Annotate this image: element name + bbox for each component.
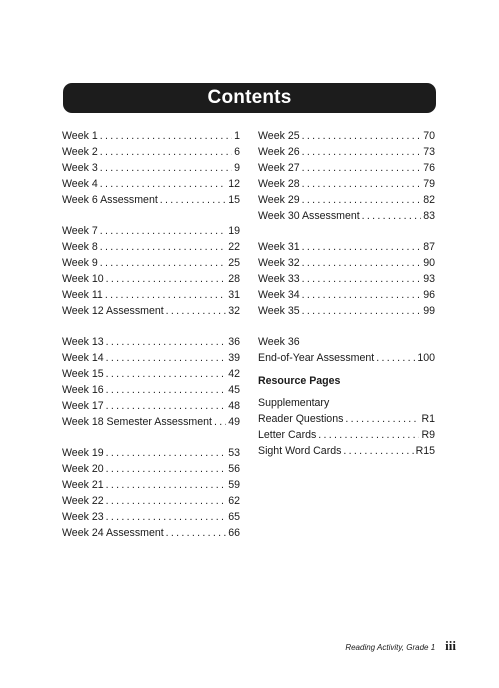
- toc-entry-page: 53: [228, 447, 240, 459]
- dot-leader: [100, 128, 232, 144]
- toc-entry-letter-cards[interactable]: [258, 427, 435, 443]
- page-footer: [300, 638, 456, 652]
- toc-entry-label: Sight Word Cards: [258, 445, 342, 457]
- toc-entry-page: 90: [423, 257, 435, 269]
- toc-entry-page: 49: [228, 416, 240, 428]
- dot-leader: [106, 461, 227, 477]
- toc-entry-week-8[interactable]: [62, 239, 240, 255]
- group-gap: [62, 430, 240, 445]
- toc-entry-label: Week 11: [62, 289, 103, 301]
- toc-entry-label: Week 17: [62, 400, 104, 412]
- toc-entry-page: 15: [228, 194, 240, 206]
- toc-entry-page: 6: [234, 146, 240, 158]
- toc-entry-page: 76: [423, 162, 435, 174]
- toc-entry-week-7[interactable]: [62, 223, 240, 239]
- toc-entry-week-19[interactable]: [62, 445, 240, 461]
- toc-entry-page: 62: [228, 495, 240, 507]
- toc-entry-page: 65: [228, 511, 240, 523]
- toc-entry-reader-questions[interactable]: [258, 411, 435, 427]
- dot-leader: [105, 287, 226, 303]
- toc-entry-label: Week 12 Assessment: [62, 305, 164, 317]
- dot-leader: [343, 443, 413, 459]
- toc-entry-week-15[interactable]: [62, 366, 240, 382]
- dot-leader: [100, 176, 226, 192]
- toc-entry-week-34[interactable]: [258, 287, 435, 303]
- toc-entry-label: Week 30 Assessment: [258, 210, 360, 222]
- group-gap: [62, 208, 240, 223]
- toc-entry-week-4[interactable]: [62, 176, 240, 192]
- toc-entry-week-14[interactable]: [62, 350, 240, 366]
- dot-leader: [166, 525, 227, 541]
- footer-book-title: Reading Activity, Grade 1: [345, 643, 436, 652]
- dot-leader: [302, 255, 422, 271]
- left-column: [62, 128, 240, 541]
- dot-leader: [166, 303, 227, 319]
- dot-leader: [376, 350, 415, 366]
- toc-entry-label: Week 21: [62, 479, 104, 491]
- toc-entry-label: Week 15: [62, 368, 104, 380]
- toc-entry-page: 9: [234, 162, 240, 174]
- group-gap: [258, 319, 435, 334]
- dot-leader: [318, 427, 419, 443]
- toc-entry-page: 25: [228, 257, 240, 269]
- toc-entry-label: Letter Cards: [258, 429, 317, 441]
- toc-entry-week-18-semester-assessment[interactable]: [62, 414, 240, 430]
- dot-leader: [302, 160, 422, 176]
- toc-entry-page: 79: [423, 178, 435, 190]
- dot-leader: [106, 271, 227, 287]
- toc-entry-page: 42: [228, 368, 240, 380]
- toc-entry-page: 22: [228, 241, 240, 253]
- dot-leader: [302, 128, 422, 144]
- toc-entry-page: 32: [228, 305, 240, 317]
- resource-items: [258, 411, 435, 459]
- toc-entry-label: Week 22: [62, 495, 104, 507]
- toc-entry-week-9[interactable]: [62, 255, 240, 271]
- group-gap: [258, 224, 435, 239]
- toc-entry-label: Week 27: [258, 162, 300, 174]
- dot-leader: [302, 144, 422, 160]
- toc-entry-page: 28: [228, 273, 240, 285]
- right-week-groups: [258, 128, 435, 319]
- toc-entry-week-29[interactable]: [258, 192, 435, 208]
- toc-entry-label: Week 26: [258, 146, 300, 158]
- dot-leader: [106, 334, 227, 350]
- toc-entry-page: 19: [228, 225, 240, 237]
- toc-entry-page: 59: [228, 479, 240, 491]
- dot-leader: [302, 303, 422, 319]
- toc-entry-week-31[interactable]: [258, 239, 435, 255]
- toc-entry-label: Week 34: [258, 289, 300, 301]
- toc-entry-label: Week 33: [258, 273, 300, 285]
- dot-leader: [106, 366, 227, 382]
- toc-entry-page: R1: [421, 413, 435, 425]
- toc-entry-week-22[interactable]: [62, 493, 240, 509]
- right-column: [258, 128, 435, 459]
- toc-entry-label: Week 2: [62, 146, 98, 158]
- dot-leader: [302, 287, 422, 303]
- toc-entry-page: 96: [423, 289, 435, 301]
- toc-entry-week-2[interactable]: [62, 144, 240, 160]
- toc-entry-page: 73: [423, 146, 435, 158]
- toc-entry-page: 82: [423, 194, 435, 206]
- toc-entry-page: 87: [423, 241, 435, 253]
- toc-entry-week36-line1[interactable]: Week 36: [258, 336, 300, 348]
- toc-entry-week-35[interactable]: [258, 303, 435, 319]
- toc-entry-week-11[interactable]: [62, 287, 240, 303]
- dot-leader: [302, 239, 422, 255]
- dot-leader: [106, 382, 227, 398]
- toc-entry-label: Week 4: [62, 178, 98, 190]
- toc-entry-label: Week 9: [62, 257, 98, 269]
- dot-leader: [100, 144, 232, 160]
- toc-entry-label: Week 28: [258, 178, 300, 190]
- dot-leader: [100, 255, 226, 271]
- dot-leader: [302, 192, 422, 208]
- toc-entry-week-23[interactable]: [62, 509, 240, 525]
- toc-entry-label: Week 35: [258, 305, 300, 317]
- toc-entry-week-30-assessment[interactable]: [258, 208, 435, 224]
- toc-entry-week-24-assessment[interactable]: [62, 525, 240, 541]
- toc-entry-week-13[interactable]: [62, 334, 240, 350]
- dot-leader: [106, 445, 227, 461]
- toc-entry-week-33[interactable]: [258, 271, 435, 287]
- page-title: Contents: [207, 87, 292, 108]
- resource-pages-heading: Resource Pages: [258, 375, 341, 387]
- toc-entry-label: Week 25: [258, 130, 300, 142]
- toc-entry-label: Week 3: [62, 162, 98, 174]
- toc-entry-sight-word-cards[interactable]: [258, 443, 435, 459]
- contents-banner: [63, 83, 436, 113]
- toc-entry-week-6-assessment[interactable]: [62, 192, 240, 208]
- dot-leader: [302, 271, 422, 287]
- toc-entry-label: Week 10: [62, 273, 104, 285]
- toc-entry-label: Week 29: [258, 194, 300, 206]
- toc-entry-label: Week 20: [62, 463, 104, 475]
- toc-entry-label: Week 31: [258, 241, 300, 253]
- toc-entry-label: Reader Questions: [258, 413, 344, 425]
- toc-entry-week-28[interactable]: [258, 176, 435, 192]
- toc-entry-page: 70: [423, 130, 435, 142]
- toc-entry-end-of-year-assessment[interactable]: [258, 350, 435, 366]
- toc-entry-week-3[interactable]: [62, 160, 240, 176]
- dot-leader: [302, 176, 422, 192]
- toc-entry-week-16[interactable]: [62, 382, 240, 398]
- toc-entry-label: Week 19: [62, 447, 104, 459]
- toc-entry-label: Week 23: [62, 511, 104, 523]
- toc-entry-supplementary-line1[interactable]: Supplementary: [258, 397, 330, 409]
- toc-entry-week-20[interactable]: [62, 461, 240, 477]
- toc-entry-page: 1: [234, 130, 240, 142]
- toc-entry-page: 99: [423, 305, 435, 317]
- toc-entry-label: Week 16: [62, 384, 104, 396]
- toc-entry-label: Week 14: [62, 352, 104, 364]
- dot-leader: [345, 411, 419, 427]
- toc-entry-week-21[interactable]: [62, 477, 240, 493]
- toc-entry-page: 31: [228, 289, 240, 301]
- dot-leader: [214, 414, 226, 430]
- toc-entry-week-32[interactable]: [258, 255, 435, 271]
- toc-entry-week-1[interactable]: [62, 128, 240, 144]
- toc-entry-page: 83: [423, 210, 435, 222]
- toc-entry-label: Week 24 Assessment: [62, 527, 164, 539]
- dot-leader: [100, 223, 226, 239]
- toc-entry-week-25[interactable]: [258, 128, 435, 144]
- toc-entry-week-12-assessment[interactable]: [62, 303, 240, 319]
- group-gap: [62, 319, 240, 334]
- dot-leader: [106, 350, 227, 366]
- toc-entry-page: 12: [228, 178, 240, 190]
- toc-entry-label: Week 1: [62, 130, 98, 142]
- toc-entry-page: 39: [228, 352, 240, 364]
- toc-entry-page: 56: [228, 463, 240, 475]
- toc-entry-label: Week 32: [258, 257, 300, 269]
- toc-entry-label: End-of-Year Assessment: [258, 352, 375, 364]
- toc-entry-page: 66: [228, 527, 240, 539]
- toc-entry-label: Week 6 Assessment: [62, 194, 158, 206]
- toc-entry-page: 93: [423, 273, 435, 285]
- dot-leader: [100, 160, 232, 176]
- toc-entry-label: Week 7: [62, 225, 98, 237]
- toc-entry-label: Week 8: [62, 241, 98, 253]
- dot-leader: [106, 509, 227, 525]
- footer-page-number: iii: [445, 638, 456, 653]
- dot-leader: [362, 208, 422, 224]
- toc-entry-page: 100: [417, 352, 435, 364]
- dot-leader: [106, 477, 227, 493]
- dot-leader: [100, 239, 226, 255]
- toc-entry-week-10[interactable]: [62, 271, 240, 287]
- toc-entry-page: 48: [228, 400, 240, 412]
- toc-entry-week-27[interactable]: [258, 160, 435, 176]
- toc-entry-page: 45: [228, 384, 240, 396]
- toc-entry-page: 36: [228, 336, 240, 348]
- dot-leader: [106, 493, 227, 509]
- toc-entry-week-26[interactable]: [258, 144, 435, 160]
- dot-leader: [160, 192, 226, 208]
- toc-entry-label: Week 13: [62, 336, 104, 348]
- toc-entry-page: R15: [415, 445, 435, 457]
- toc-entry-page: R9: [421, 429, 435, 441]
- toc-entry-label: Week 18 Semester Assessment: [62, 416, 212, 428]
- dot-leader: [106, 398, 227, 414]
- toc-entry-week-17[interactable]: [62, 398, 240, 414]
